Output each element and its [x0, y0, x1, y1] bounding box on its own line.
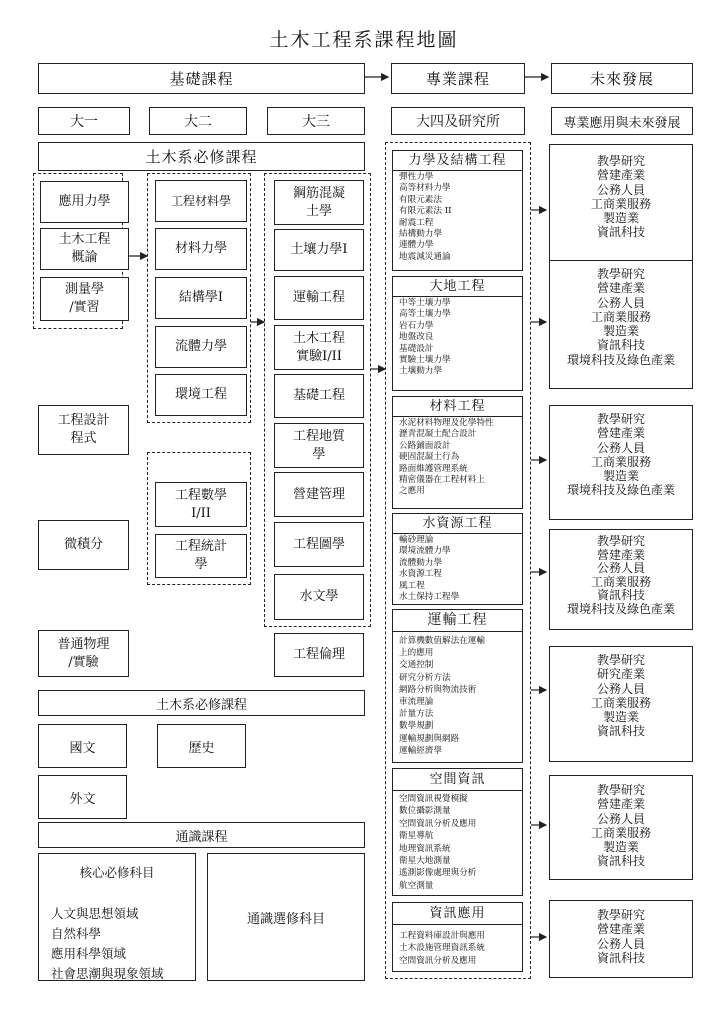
- career-item: 環境科技及綠色產業: [566, 483, 675, 498]
- track-course: 車流理論: [399, 697, 434, 708]
- track-title: 水資源工程: [393, 514, 522, 534]
- course-history: 歷史: [157, 724, 246, 768]
- career-item: 工商業服務: [590, 695, 651, 710]
- career-item: 營建產業: [596, 922, 645, 937]
- career-item: 營建產業: [596, 547, 645, 562]
- track-course: 數位攝影測量: [399, 806, 451, 817]
- track-course: 地盤改良: [399, 332, 434, 343]
- track-course: 空間資訊分析及應用: [399, 955, 477, 966]
- career-item: 公務人員: [596, 936, 645, 951]
- track-materials: [392, 396, 523, 509]
- career-item: 教學研究: [596, 267, 645, 281]
- career-item: 營建產業: [596, 168, 645, 183]
- career-box-transportation: [549, 646, 693, 762]
- career-item: 營建產業: [596, 426, 645, 441]
- track-course: 土壤動力學: [399, 366, 442, 377]
- track-course: 結構動力學: [399, 229, 442, 240]
- course-civil-lab: 土木工程 實驗I/II: [274, 325, 364, 370]
- track-course: 遙測影像處理與分析: [399, 868, 477, 879]
- career-item: 工商業服務: [590, 309, 651, 324]
- track-course: 高等土壤力學: [399, 309, 451, 320]
- career-item: 資訊科技: [596, 950, 645, 965]
- career-item: 教學研究: [596, 154, 645, 168]
- course-mechanics-of-materials: 材料力學: [155, 228, 247, 270]
- course-environmental-eng: 環境工程: [155, 374, 247, 416]
- career-item: 教學研究: [596, 653, 645, 667]
- track-course: 流體動力學: [399, 557, 442, 568]
- career-item: 工商業服務: [590, 196, 651, 211]
- track-title: 空間資訊: [393, 769, 522, 791]
- career-item: 公務人員: [596, 561, 645, 576]
- track-course: 岩石力學: [399, 320, 434, 331]
- career-item: 公務人員: [596, 681, 645, 696]
- track-course: 航空測量: [399, 880, 434, 891]
- course-general-physics: 普通物理 /實驗: [38, 630, 129, 677]
- career-item: 營建產業: [596, 797, 645, 812]
- track-course: 計量方法: [399, 709, 434, 720]
- track-course: 風工程: [399, 580, 425, 591]
- track-course: 土木設施管理資訊系統: [399, 943, 485, 954]
- career-box-spatial-information: [549, 775, 693, 880]
- track-course: 瀝青混凝土配合設計: [399, 429, 477, 440]
- track-course: 計算機數值解法在運輸: [399, 636, 485, 646]
- future-development-header: 未來發展: [551, 63, 693, 94]
- year-3-header: 大三: [267, 107, 365, 135]
- career-item: 工商業服務: [590, 825, 651, 840]
- course-engineering-ethics: 工程倫理: [274, 633, 364, 677]
- course-transportation-eng: 運輸工程: [274, 276, 364, 320]
- core-item-humanities: 人文與思想領域: [51, 906, 139, 921]
- track-water-resources: [392, 513, 523, 605]
- track-course: 交通控制: [399, 660, 434, 671]
- track-course: 數學規劃: [399, 721, 434, 732]
- course-applied-mechanics: 應用力學: [40, 181, 129, 223]
- track-course: 水土保持工程學: [399, 592, 460, 603]
- career-box-materials: [549, 405, 693, 520]
- track-structural: [392, 150, 523, 271]
- core-item-natural-science: 自然科學: [51, 926, 102, 941]
- track-course: 公路鋪面設計: [399, 440, 451, 451]
- track-course: 基礎設計: [399, 343, 434, 354]
- core-required-title: 核心必修科目: [79, 865, 155, 880]
- course-foreign-language: 外文: [38, 775, 127, 819]
- track-course: 有限元素法 II: [399, 206, 452, 217]
- basic-courses-header: 基礎課程: [38, 63, 365, 94]
- track-course: 運輸經濟學: [399, 745, 442, 756]
- career-item: 教學研究: [596, 783, 645, 797]
- track-course: 水泥材料物理及化學特性: [399, 418, 494, 428]
- track-title: 材料工程: [393, 397, 522, 417]
- track-course: 路面維護管理系統: [399, 463, 468, 474]
- required-courses-header: 土木系必修課程: [38, 142, 365, 171]
- course-chinese: 國文: [38, 724, 127, 768]
- track-course: 之應用: [399, 486, 425, 497]
- career-item: 環境科技及綠色產業: [566, 601, 675, 616]
- course-hydrology: 水文學: [274, 574, 364, 620]
- track-course: 輸砂理論: [399, 535, 434, 545]
- year-4-graduate-header: 大四及研究所: [391, 107, 525, 135]
- course-engineering-math: 工程數學 I/II: [155, 482, 247, 527]
- career-item: 環境科技及綠色產業: [566, 352, 675, 367]
- track-course: 水資源工程: [399, 569, 442, 580]
- track-course: 工程資料庫設計與應用: [399, 931, 485, 941]
- career-item: 製造業: [602, 324, 639, 339]
- track-course: 地理資訊系統: [399, 843, 451, 854]
- general-elective-box: 通識選修科目: [207, 853, 365, 981]
- career-item: 資訊科技: [596, 225, 645, 240]
- track-course: 環境流體力學: [399, 546, 451, 557]
- career-item: 教學研究: [596, 412, 645, 426]
- career-item: 研究產業: [596, 667, 645, 682]
- track-title: 運輸工程: [393, 610, 522, 632]
- track-information-application: [392, 902, 523, 972]
- course-engineering-statistics: 工程統計 學: [155, 534, 247, 578]
- course-structural-analysis: 結構學I: [155, 277, 247, 319]
- track-title: 大地工程: [393, 277, 522, 297]
- track-course: 上的應用: [399, 648, 434, 659]
- core-required-box: [38, 853, 196, 981]
- track-title: 力學及結構工程: [393, 151, 522, 171]
- career-item: 製造業: [602, 840, 639, 855]
- year-1-header: 大一: [38, 107, 130, 135]
- career-item: 公務人員: [596, 295, 645, 310]
- course-surveying: 測量學 /實習: [40, 277, 129, 321]
- career-item: 資訊科技: [596, 854, 645, 869]
- course-engineering-geology: 工程地質 學: [274, 423, 364, 468]
- course-soil-mechanics: 土壤力學I: [274, 229, 364, 271]
- career-box-structural: [549, 144, 693, 271]
- track-course: 研究分析方法: [399, 672, 451, 683]
- required-courses-header-2: 土木系必修課程: [38, 690, 365, 716]
- course-foundation-eng: 基礎工程: [274, 374, 364, 418]
- career-box-information-application: [549, 900, 693, 978]
- course-engineering-programming: 工程設計 程式: [38, 405, 129, 455]
- track-geotechnical: [392, 276, 523, 391]
- track-course: 有限元素法: [399, 194, 442, 205]
- year-2-header: 大二: [149, 107, 247, 135]
- career-item: 教學研究: [596, 534, 645, 548]
- track-course: 實驗土壤力學: [399, 355, 451, 366]
- track-course: 運輸規劃與網路: [399, 733, 460, 744]
- course-construction-management: 營建管理: [274, 472, 364, 517]
- future-application-header: 專業應用與未來發展: [551, 107, 693, 135]
- course-engineering-materials: 工程材料學: [155, 180, 247, 222]
- career-item: 製造業: [602, 469, 639, 484]
- career-item: 資訊科技: [596, 588, 645, 603]
- professional-courses-header: 專業課程: [391, 63, 525, 94]
- track-course: 連體力學: [399, 240, 434, 251]
- career-item: 資訊科技: [596, 338, 645, 353]
- core-item-applied-science: 應用科學領域: [51, 946, 127, 961]
- track-course: 網路分析與物流技術: [399, 684, 477, 695]
- career-item: 工商業服務: [590, 574, 651, 589]
- track-course: 彈性力學: [399, 172, 434, 182]
- career-item: 公務人員: [596, 811, 645, 826]
- track-title: 資訊應用: [393, 903, 522, 925]
- track-course: 硬固混凝土行為: [399, 452, 460, 463]
- general-education-header: 通識課程: [38, 822, 365, 848]
- career-item: 公務人員: [596, 182, 645, 197]
- career-item: 資訊科技: [596, 724, 645, 739]
- core-item-social: 社會思潮與現象領域: [51, 966, 164, 981]
- track-course: 中等土壤力學: [399, 298, 451, 308]
- career-item: 營建產業: [596, 281, 645, 296]
- career-box-water-resources: [549, 529, 693, 630]
- course-fluid-mechanics: 流體力學: [155, 326, 247, 368]
- career-item: 工商業服務: [590, 454, 651, 469]
- course-reinforced-concrete: 鋼筋混凝 土學: [274, 180, 364, 225]
- course-calculus: 微積分: [38, 520, 129, 570]
- course-engineering-graphics: 工程圖學: [274, 522, 364, 567]
- track-course: 空間資訊分析及應用: [399, 818, 477, 829]
- career-item: 公務人員: [596, 440, 645, 455]
- track-transportation: [392, 609, 523, 763]
- course-intro-civil-eng: 土木工程 概論: [40, 228, 129, 270]
- track-course: 空間資訊視覺模擬: [399, 794, 468, 804]
- track-course: 地震減災通論: [399, 251, 451, 262]
- track-course: 衛星大地測量: [399, 856, 451, 867]
- track-spatial-information: [392, 768, 523, 896]
- track-course: 耐震工程: [399, 217, 434, 228]
- track-course: 衛星導航: [399, 831, 434, 842]
- page-title: 土木工程系課程地圖: [269, 29, 459, 51]
- track-course: 高等材料力學: [399, 183, 451, 194]
- career-item: 教學研究: [596, 908, 645, 922]
- career-item: 製造業: [602, 211, 639, 226]
- track-course: 精密儀器在工程材料上: [399, 475, 485, 486]
- career-item: 製造業: [602, 710, 639, 725]
- career-box-geotechnical: [549, 260, 693, 389]
